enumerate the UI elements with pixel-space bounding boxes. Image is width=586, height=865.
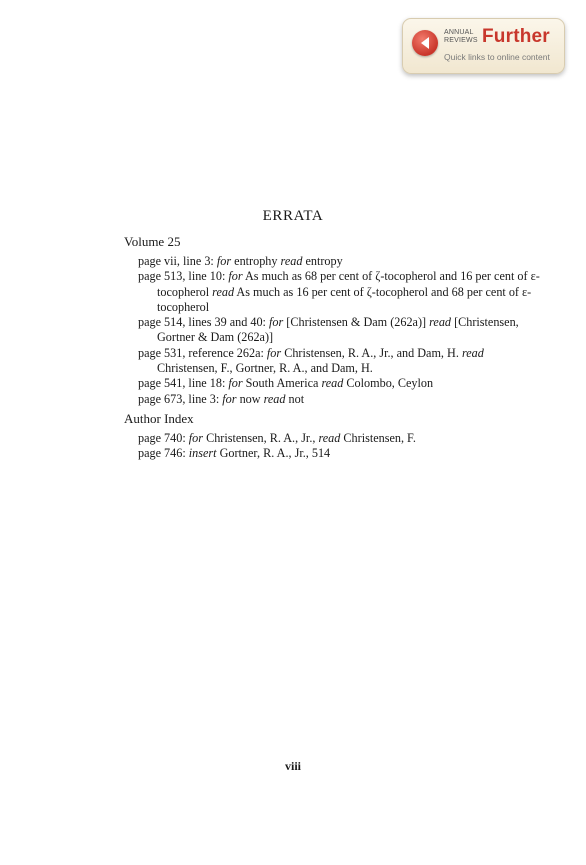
further-label: Further	[482, 26, 550, 47]
errata-text: Christensen, R. A., Jr.,	[203, 431, 319, 445]
errata-entry	[138, 254, 542, 269]
errata-keyword: read	[280, 254, 303, 268]
errata-text: As much as 68 per cent of ζ-tocopherol and 16 per cent of ε-tocopherol	[157, 269, 540, 299]
errata-text: entrophy	[231, 254, 281, 268]
errata-keyword: for	[269, 315, 284, 330]
errata-text: Colombo, Ceylon	[343, 376, 434, 391]
errata-entry	[138, 431, 542, 446]
errata-keyword: read	[263, 391, 286, 406]
errata-text: page vii, line 3:	[138, 254, 217, 268]
errata-text: page 541, line 18:	[138, 376, 229, 391]
errata-text: page 673, line 3:	[138, 391, 223, 406]
errata-entry	[138, 346, 542, 377]
annual-reviews-logo-icon	[412, 30, 438, 56]
errata-entry	[138, 269, 542, 315]
errata-text: [Christensen & Dam (262a)]	[283, 315, 430, 330]
reviews-label: REVIEWS	[444, 37, 478, 44]
errata-keyword: for	[188, 431, 204, 445]
further-subtitle: Quick links to online content	[444, 52, 550, 62]
errata-text: Christensen, F.	[340, 431, 416, 445]
errata-keyword: insert	[188, 446, 217, 461]
errata-entry	[138, 446, 542, 461]
errata-keyword: for	[216, 254, 232, 268]
errata-keyword: read	[429, 315, 452, 330]
errata-text: entropy	[302, 254, 343, 268]
errata-keyword: for	[228, 269, 243, 284]
annual-label: ANNUAL	[444, 29, 474, 36]
errata-keyword: for	[266, 345, 282, 360]
errata-text: page 740:	[138, 431, 189, 445]
errata-entry	[138, 392, 542, 407]
errata-entry	[138, 315, 542, 346]
errata-keyword: read	[461, 345, 484, 360]
volume-heading: Volume 25	[124, 234, 181, 249]
errata-text: As much as 16 per cent of ζ-tocopherol and 68 per cent of ε-tocopherol	[157, 284, 532, 314]
errata-text: now	[236, 391, 264, 406]
errata-text: Christensen, F., Gortner, R. A., and Dam, H.	[157, 361, 373, 376]
errata-text: not	[285, 391, 305, 406]
annual-reviews-label	[444, 29, 478, 45]
errata-keyword: for	[228, 376, 243, 391]
errata-text: page 513, line 10:	[138, 269, 229, 284]
errata-text: page 514, lines 39 and 40:	[138, 315, 269, 330]
errata-keyword: for	[222, 391, 237, 406]
errata-keyword: read	[318, 431, 341, 445]
errata-text: page 531, reference 262a:	[138, 345, 267, 360]
errata-keyword: read	[321, 376, 344, 391]
errata-text: South America	[242, 376, 322, 391]
errata-text: page 746:	[138, 446, 189, 461]
further-links-widget[interactable]	[402, 18, 565, 74]
page-number: viii	[284, 759, 301, 773]
errata-text: Gortner, R. A., Jr., 514	[216, 446, 331, 461]
errata-text: [Christensen, Gortner & Dam (262a)]	[157, 315, 519, 345]
errata-entry	[138, 376, 542, 391]
errata-keyword: read	[212, 284, 235, 299]
author-index-heading: Author Index	[124, 411, 194, 426]
volume-entries	[138, 254, 542, 407]
errata-text: Christensen, R. A., Jr., and Dam, H.	[281, 345, 462, 360]
page-title: ERRATA	[262, 208, 324, 224]
author-index-entries	[138, 431, 542, 462]
